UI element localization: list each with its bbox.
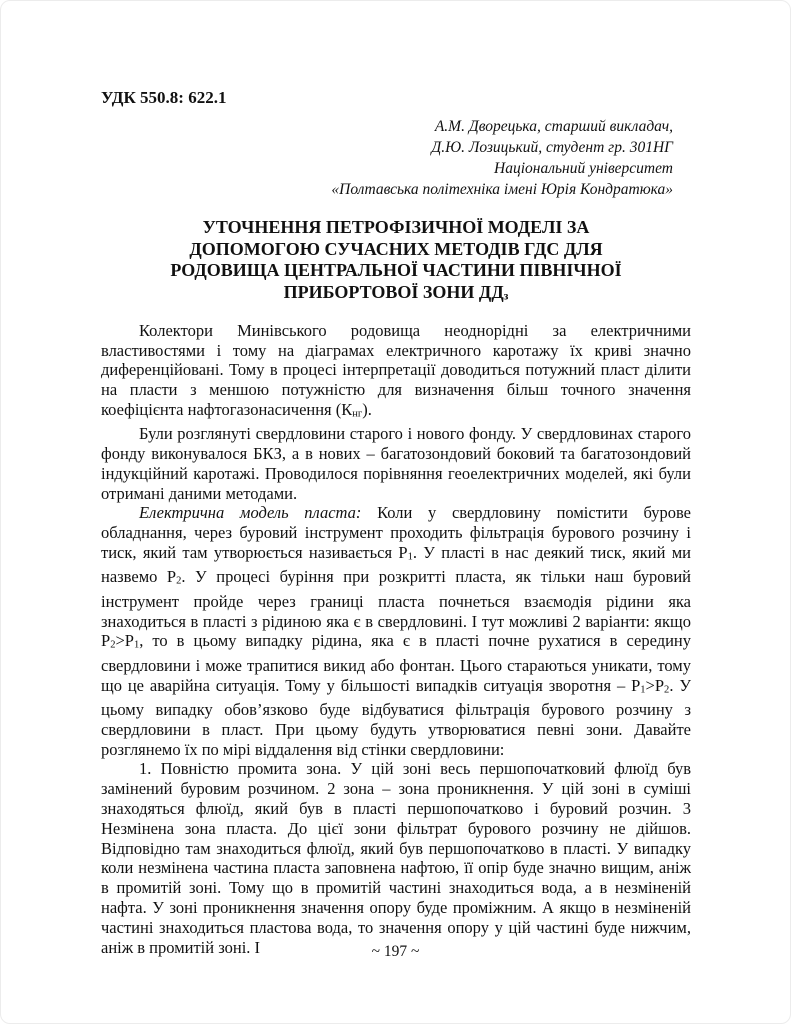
author-line	[101, 179, 673, 200]
text-segment: ПРИБОРТОВОЇ ЗОНИ ДД	[283, 281, 504, 302]
title-line	[101, 239, 691, 261]
text-segment: А.М. Дворецька, старший викладач,	[434, 118, 673, 135]
title-line	[101, 217, 691, 239]
author-line	[101, 137, 673, 158]
text-segment: >Р	[115, 631, 134, 651]
title-line	[101, 260, 691, 282]
udc-code: УДК 550.8: 622.1	[101, 88, 227, 107]
text-segment: ДОПОМОГОЮ СУЧАСНИХ МЕТОДІВ ГДС ДЛЯ	[189, 238, 603, 259]
page-number: ~ 197 ~	[371, 943, 420, 960]
subscript-text: з	[503, 290, 509, 303]
text-segment: Колектори Минівського родовища неоднорідні за електричними властивостями і тому на діаграмах електричного каротажу їх криві значно диференційовані. Тому в процесі інтерпретації доводиться потужний пласт ділити на пласти з меншою потужністю для визначення більш точного значення коефіцієнта нафтогазонасичення (К	[101, 320, 691, 419]
text-segment: ).	[362, 399, 372, 419]
text-segment: Були розглянуті свердловини старого і нового фонду. У свердловинах старого фонду виконувалося БКЗ, а в нових – багатозондовий боковий та багатозондовий індукційний каротажі. Проводилося порівняння геоелектричних моделей, які були отримані даними методами.	[101, 424, 691, 503]
text-segment: Коли у свердловину помістити бурове обладнання, через буровий інструмент проходить фільтрація бурового розчину і тиск, який там утворюється називається Р	[101, 503, 692, 563]
text-segment: УТОЧНЕННЯ ПЕТРОФІЗИЧНОЇ МОДЕЛІ ЗА	[202, 217, 590, 237]
text-segment: . У цьому випадку обов’язково буде відбуватися фільтрація бурового розчину з свердловини в пласт. При цьому будуть утворюватися певні зони. Давайте розглянемо їх по мірі віддалення від стінки свердловини:	[101, 675, 691, 759]
page-content	[101, 1, 691, 957]
text-segment: . У пласті в нас деякий тиск, який ми назвемо Р	[101, 543, 692, 587]
author-line	[101, 116, 673, 137]
subscript-text: 1	[640, 684, 646, 696]
text-segment: 1. Повністю промита зона. У цій зоні весь першопочатковий флюїд був замінений буровим розчином. 2 зона – зона проникнення. У цій зоні в суміші знаходяться флюїд, який був в пласті першопочатково і буровий розчин. 3 Незмінена зона пласта. До цієї зони фільтрат бурового розчину не дійшов. Відповідно там знаходиться флюїд, який був першопочатково в пласті. У випадку коли незмінена частина пласта заповнена нафтою, її опір буде значно вищим, аніж в промитій зоні. Тому що в промитій частині знаходиться вода, а в незміненій нафта. У зоні проникнення значення опору буде проміжним. А якщо в незміненій частині знаходиться пластова вода, то значення опору у цій частині буде нижчим, аніж в промитій зоні. І	[101, 759, 691, 957]
paper-title	[101, 217, 691, 308]
title-line	[101, 282, 691, 308]
text-segment: «Полтавська політехніка імені Юрія Кондратюка»	[331, 181, 673, 198]
text-segment: Національний університет	[494, 160, 673, 177]
author-line	[101, 158, 673, 179]
subscript-text: нг	[352, 408, 363, 420]
body-paragraph	[101, 503, 691, 759]
text-segment: , то в цьому випадку рідина, яка є в пласті почне рухатися в середину свердловини і може трапитися викид або фонтан. Цього стараються уникати, тому що це аварійна ситуація. Тому у більшості випадків ситуація зворотня – Р	[101, 631, 691, 695]
text-segment: Д.Ю. Лозицький, студент гр. 301НГ	[431, 139, 673, 156]
subscript-text: 1	[407, 551, 413, 563]
body-paragraph	[101, 424, 691, 503]
italic-lead-text: Електрична модель пласта:	[139, 503, 362, 523]
text-segment: >Р	[645, 675, 665, 695]
body-paragraph	[101, 321, 691, 425]
subscript-text: 2	[110, 639, 116, 651]
author-block	[101, 116, 691, 200]
subscript-text: 1	[133, 639, 140, 651]
text-segment: . У процесі буріння при розкритті пласта, як тільки наш буровий інструмент пройде через границі пласта почнеться взаємодія рідини яка знаходиться в пласті з рідиною яка є в свердловині. І тут можливі 2 варіанти: якщо Р	[101, 567, 691, 651]
subscript-text: 2	[176, 576, 182, 588]
subscript-text: 2	[664, 684, 670, 696]
body-paragraph	[101, 759, 691, 957]
text-segment: РОДОВИЩА ЦЕНТРАЛЬНОЇ ЧАСТИНИ ПІВНІЧНОЇ	[170, 260, 622, 280]
paper-body	[101, 321, 691, 958]
